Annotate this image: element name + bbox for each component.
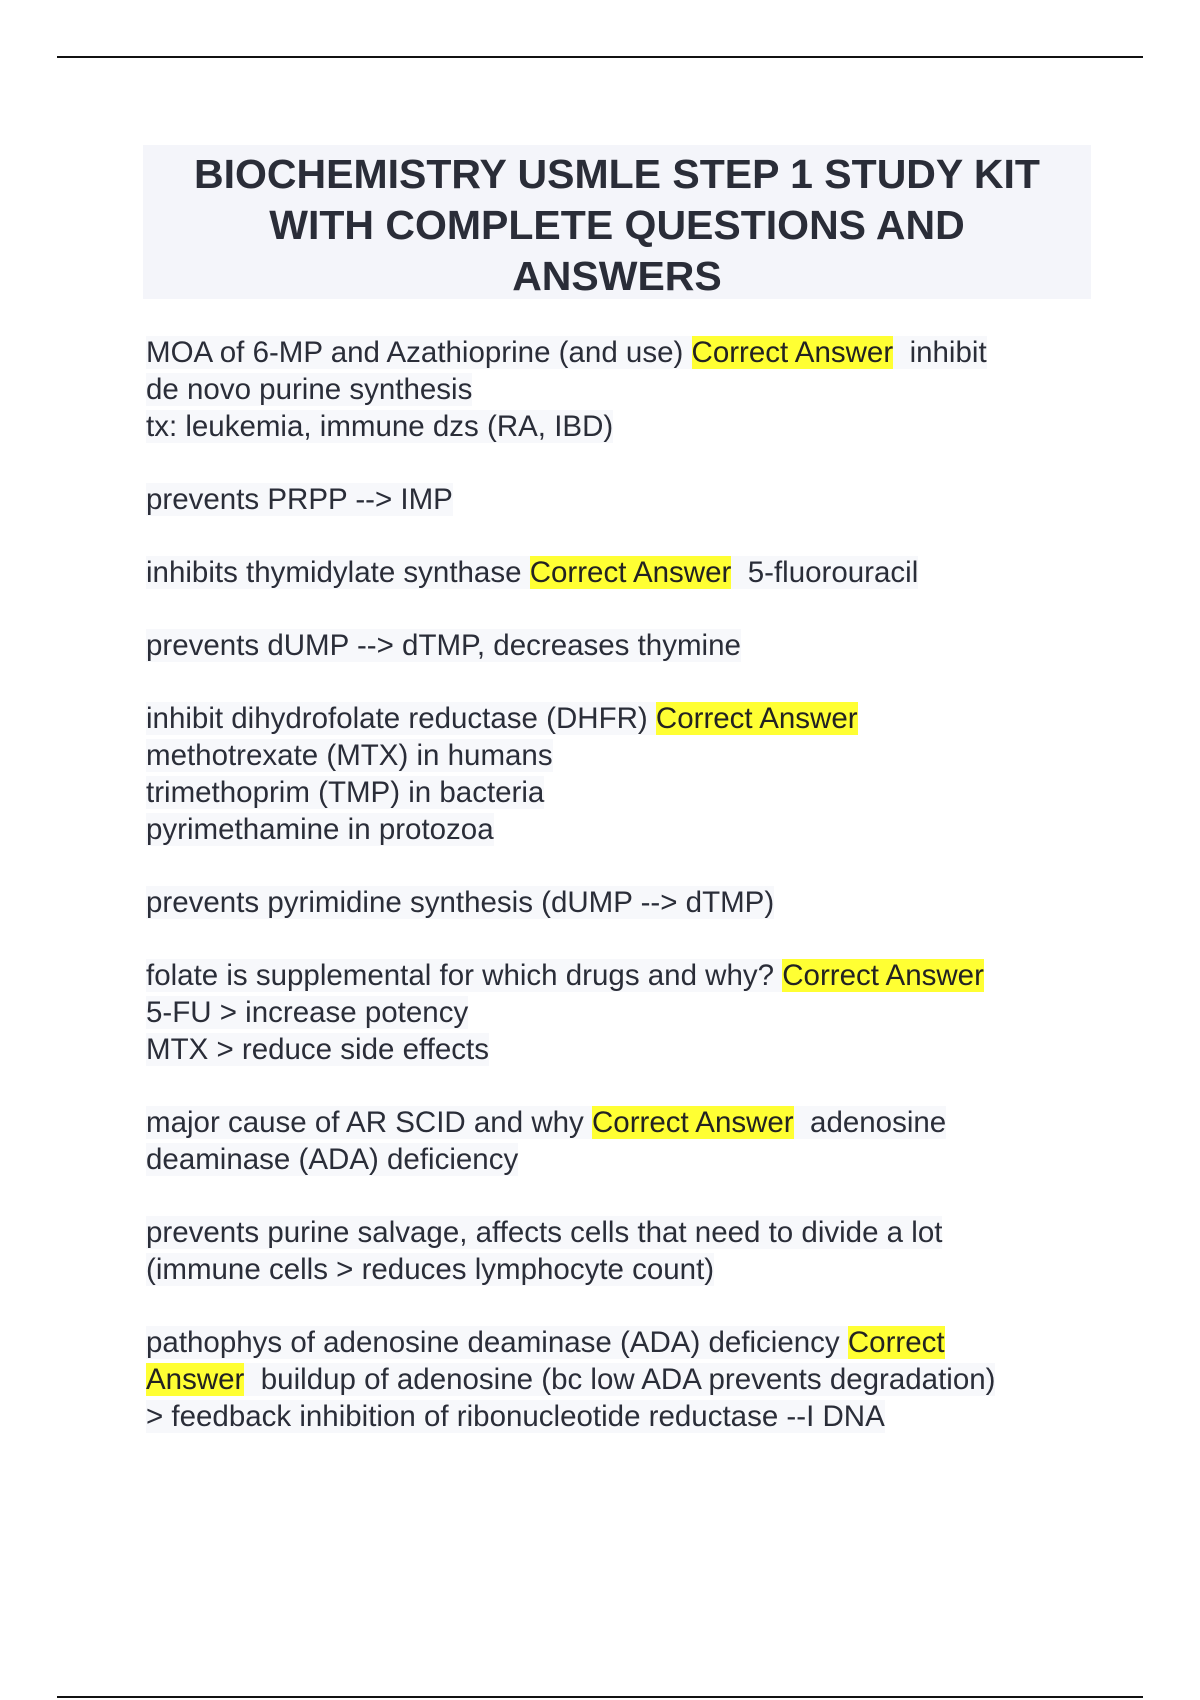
- qa-text: de novo purine synthesis: [146, 373, 473, 406]
- qa-entry: [146, 1324, 1096, 1435]
- qa-text: prevents dUMP --> dTMP, decreases thymine: [146, 629, 741, 662]
- qa-text: MTX > reduce side effects: [146, 1033, 489, 1066]
- qa-line: [146, 811, 1096, 848]
- qa-text: 5-FU > increase potency: [146, 996, 469, 1029]
- qa-line: [146, 554, 1096, 591]
- qa-line: [146, 334, 1096, 371]
- correct-answer-highlight: Correct Answer: [591, 1106, 794, 1139]
- qa-text: prevents PRPP --> IMP: [146, 483, 453, 516]
- qa-entry: [146, 957, 1096, 1068]
- qa-text: methotrexate (MTX) in humans: [146, 739, 553, 772]
- qa-line: [146, 627, 1096, 664]
- qa-text: > feedback inhibition of ribonucleotide reductase --I DNA: [146, 1400, 885, 1433]
- qa-entry: [146, 700, 1096, 848]
- qa-line: [146, 481, 1096, 518]
- correct-answer-highlight: Correct Answer: [655, 702, 858, 735]
- qa-text: pathophys of adenosine deaminase (ADA) deficiency: [146, 1326, 848, 1359]
- qa-list: [146, 334, 1096, 1471]
- qa-line: [146, 774, 1096, 811]
- document-title: BIOCHEMISTRY USMLE STEP 1 STUDY KIT WITH COMPLETE QUESTIONS AND ANSWERS: [194, 151, 1040, 299]
- top-divider: [57, 56, 1143, 58]
- qa-line: [146, 994, 1096, 1031]
- qa-text: inhibit dihydrofolate reductase (DHFR): [146, 702, 656, 735]
- answer-text: inhibit: [893, 336, 987, 369]
- qa-line: [146, 1031, 1096, 1068]
- qa-line: [146, 1104, 1096, 1141]
- qa-line: [146, 1141, 1096, 1178]
- correct-answer-highlight: Correct Answer: [782, 959, 984, 992]
- correct-answer-highlight: Correct Answer: [691, 336, 894, 369]
- answer-text: adenosine: [793, 1106, 947, 1139]
- qa-entry: [146, 1214, 1096, 1288]
- qa-text: prevents purine salvage, affects cells that need to divide a lot: [146, 1216, 943, 1249]
- correct-answer-highlight: Answer: [146, 1363, 245, 1396]
- qa-text: pyrimethamine in protozoa: [146, 813, 494, 846]
- qa-text: deaminase (ADA) deficiency: [146, 1143, 519, 1176]
- title-banner: [143, 145, 1091, 299]
- qa-entry: [146, 627, 1096, 664]
- qa-entry: [146, 884, 1096, 921]
- qa-text: MOA of 6-MP and Azathioprine (and use): [146, 336, 692, 369]
- qa-line: [146, 1251, 1096, 1288]
- qa-line: [146, 1324, 1096, 1361]
- qa-text: trimethoprim (TMP) in bacteria: [146, 776, 545, 809]
- correct-answer-highlight: Correct: [847, 1326, 945, 1359]
- qa-line: [146, 1214, 1096, 1251]
- qa-text: folate is supplemental for which drugs and why?: [146, 959, 783, 992]
- answer-text: buildup of adenosine (bc low ADA prevents degradation): [244, 1363, 996, 1396]
- qa-line: [146, 884, 1096, 921]
- qa-text: major cause of AR SCID and why: [146, 1106, 592, 1139]
- qa-text: tx: leukemia, immune dzs (RA, IBD): [146, 410, 614, 443]
- answer-text: 5-fluorouracil: [731, 556, 919, 589]
- qa-entry: [146, 554, 1096, 591]
- qa-line: [146, 737, 1096, 774]
- qa-entry: [146, 481, 1096, 518]
- qa-text: prevents pyrimidine synthesis (dUMP --> dTMP): [146, 886, 775, 919]
- qa-text: (immune cells > reduces lymphocyte count): [146, 1253, 715, 1286]
- correct-answer-highlight: Correct Answer: [529, 556, 732, 589]
- qa-line: [146, 408, 1096, 445]
- qa-line: [146, 1398, 1096, 1435]
- qa-entry: [146, 1104, 1096, 1178]
- qa-line: [146, 1361, 1096, 1398]
- qa-text: inhibits thymidylate synthase: [146, 556, 530, 589]
- qa-line: [146, 957, 1096, 994]
- bottom-divider: [57, 1696, 1143, 1698]
- qa-line: [146, 700, 1096, 737]
- qa-line: [146, 371, 1096, 408]
- qa-entry: [146, 334, 1096, 445]
